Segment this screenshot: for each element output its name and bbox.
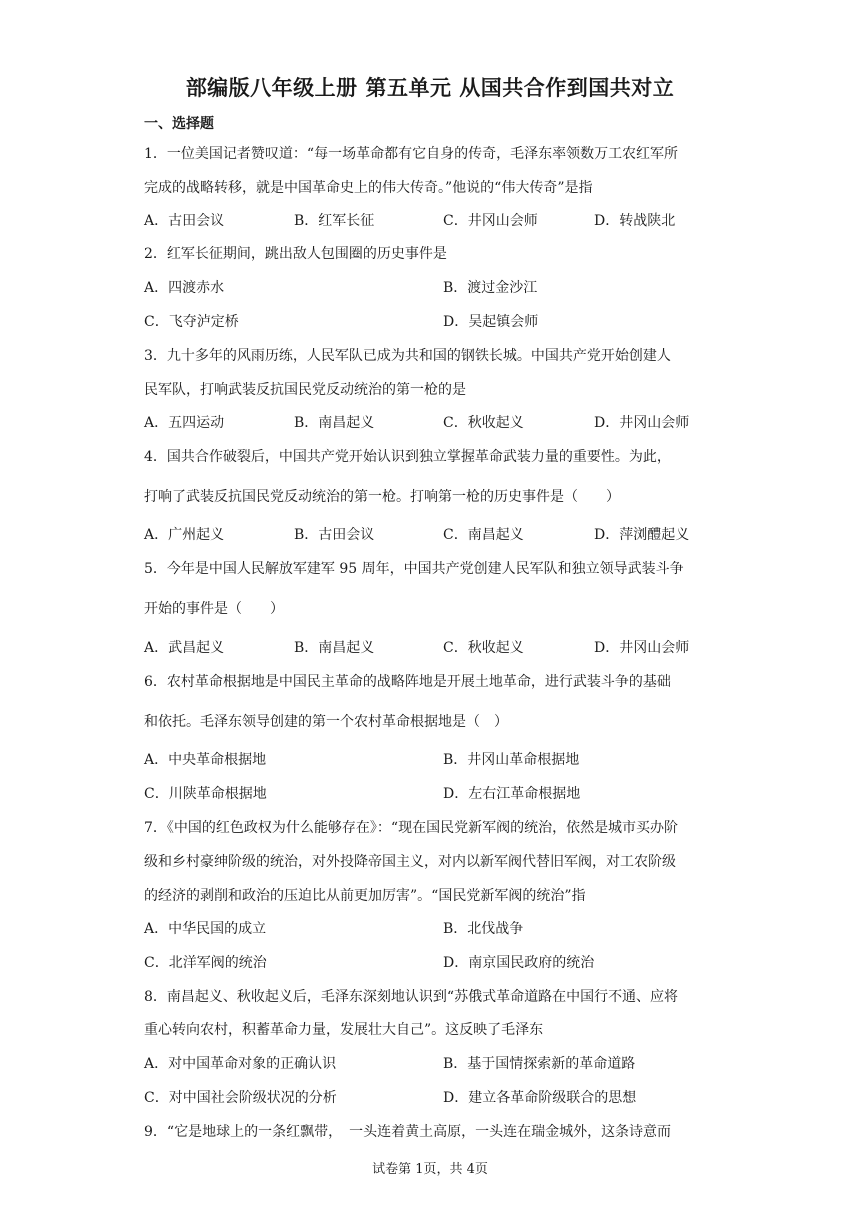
question-8-option-b: B．基于国情探索新的革命道路 <box>443 1056 636 1072</box>
page-footer: 试卷第 1页，共 4页 <box>372 1162 488 1177</box>
page-title: 部编版八年级上册 第五单元 从国共合作到国共对立 <box>185 76 675 100</box>
question-4-option-b: B．古田会议 <box>294 527 375 543</box>
question-7-line-1: 7．《中国的红色政权为什么能够存在》：“现在国民党新军阀的统治，依然是城市买办阶 <box>144 820 679 836</box>
question-6-line-2: 和依托。毛泽东领导创建的第一个农村革命根据地是（ ） <box>144 714 508 730</box>
question-6-option-c: C．川陕革命根据地 <box>144 786 267 802</box>
question-2-option-c: C．飞夺泸定桥 <box>144 314 239 330</box>
question-8-line-2: 重心转向农村，积蓄革命力量，发展壮大自己”。这反映了毛泽东 <box>144 1022 544 1038</box>
question-6-option-a: A．中央革命根据地 <box>144 752 267 768</box>
question-5-option-b: B．南昌起义 <box>294 640 375 656</box>
question-3-option-a: A．五四运动 <box>144 415 225 431</box>
question-6-option-b: B．井冈山革命根据地 <box>443 752 580 768</box>
question-2-option-d: D．吴起镇会师 <box>443 314 539 330</box>
question-7-line-3: 的经济的剥削和政治的压迫比从前更加厉害”。“国民党新军阀的统治”指 <box>144 888 586 904</box>
question-8-option-d: D．建立各革命阶级联合的思想 <box>443 1090 637 1106</box>
question-7-option-a: A．中华民国的成立 <box>144 921 267 937</box>
question-5-line-1: 5．今年是中国人民解放军建军 95 周年，中国共产党创建人民军队和独立领导武装斗争 <box>144 561 684 577</box>
question-3-line-1: 3．九十多年的风雨历练，人民军队已成为共和国的钢铁长城。中国共产党开始创建人 <box>144 348 671 364</box>
question-6-line-1: 6．农村革命根据地是中国民主革命的战略阵地是开展土地革命，进行武装斗争的基础 <box>144 674 671 690</box>
question-4-line-2: 打响了武装反抗国民党反动统治的第一枪。打响第一枪的历史事件是（ ） <box>144 489 620 505</box>
question-4-option-d: D．萍浏醴起义 <box>594 527 690 543</box>
question-4-line-1: 4．国共合作破裂后，中国共产党开始认识到独立掌握革命武装力量的重要性。为此， <box>144 449 671 465</box>
question-8-line-1: 8．南昌起义、秋收起义后，毛泽东深刻地认识到“苏俄式革命道路在中国行不通、应将 <box>144 989 679 1005</box>
question-1-option-c: C．井冈山会师 <box>443 213 538 229</box>
question-1-option-b: B．红军长征 <box>294 213 375 229</box>
question-2-option-b: B．渡过金沙江 <box>443 280 538 296</box>
question-8-option-c: C．对中国社会阶级状况的分析 <box>144 1090 337 1106</box>
question-1-option-d: D．转战陕北 <box>594 213 676 229</box>
question-3-option-b: B．南昌起义 <box>294 415 375 431</box>
question-4-option-a: A．广州起义 <box>144 527 225 543</box>
question-7-option-c: C．北洋军阀的统治 <box>144 955 267 971</box>
question-3-line-2: 民军队，打响武装反抗国民党反动统治的第一枪的是 <box>144 382 466 398</box>
question-3-option-d: D．井冈山会师 <box>594 415 690 431</box>
question-5-option-c: C．秋收起义 <box>443 640 524 656</box>
question-7-option-d: D．南京国民政府的统治 <box>443 955 595 971</box>
question-4-option-c: C．南昌起义 <box>443 527 524 543</box>
question-8-option-a: A．对中国革命对象的正确认识 <box>144 1056 337 1072</box>
question-3-option-c: C．秋收起义 <box>443 415 524 431</box>
question-5-option-a: A．武昌起义 <box>144 640 225 656</box>
question-5-option-d: D．井冈山会师 <box>594 640 690 656</box>
question-5-line-2: 开始的事件是（ ） <box>144 601 284 617</box>
question-2-option-a: A．四渡赤水 <box>144 280 225 296</box>
question-9-line-1: 9．“它是地球上的一条红飘带， 一头连着黄土高原，一头连在瑞金城外，这条诗意而 <box>144 1124 672 1140</box>
question-1-option-a: A．古田会议 <box>144 213 225 229</box>
question-7-line-2: 级和乡村豪绅阶级的统治，对外投降帝国主义，对内以新军阀代替旧军阀，对工农阶级 <box>144 854 676 870</box>
section-heading: 一、选择题 <box>144 116 214 132</box>
question-1-line-2: 完成的战略转移，就是中国革命史上的伟大传奇。”他说的“伟大传奇”是指 <box>144 180 593 196</box>
question-1-line-1: 1．一位美国记者赞叹道：“每一场革命都有它自身的传奇，毛泽东率领数万工农红军所 <box>144 146 679 162</box>
question-2-line-1: 2．红军长征期间，跳出敌人包围圈的历史事件是 <box>144 246 447 262</box>
question-6-option-d: D．左右江革命根据地 <box>443 786 581 802</box>
question-7-option-b: B．北伐战争 <box>443 921 524 937</box>
